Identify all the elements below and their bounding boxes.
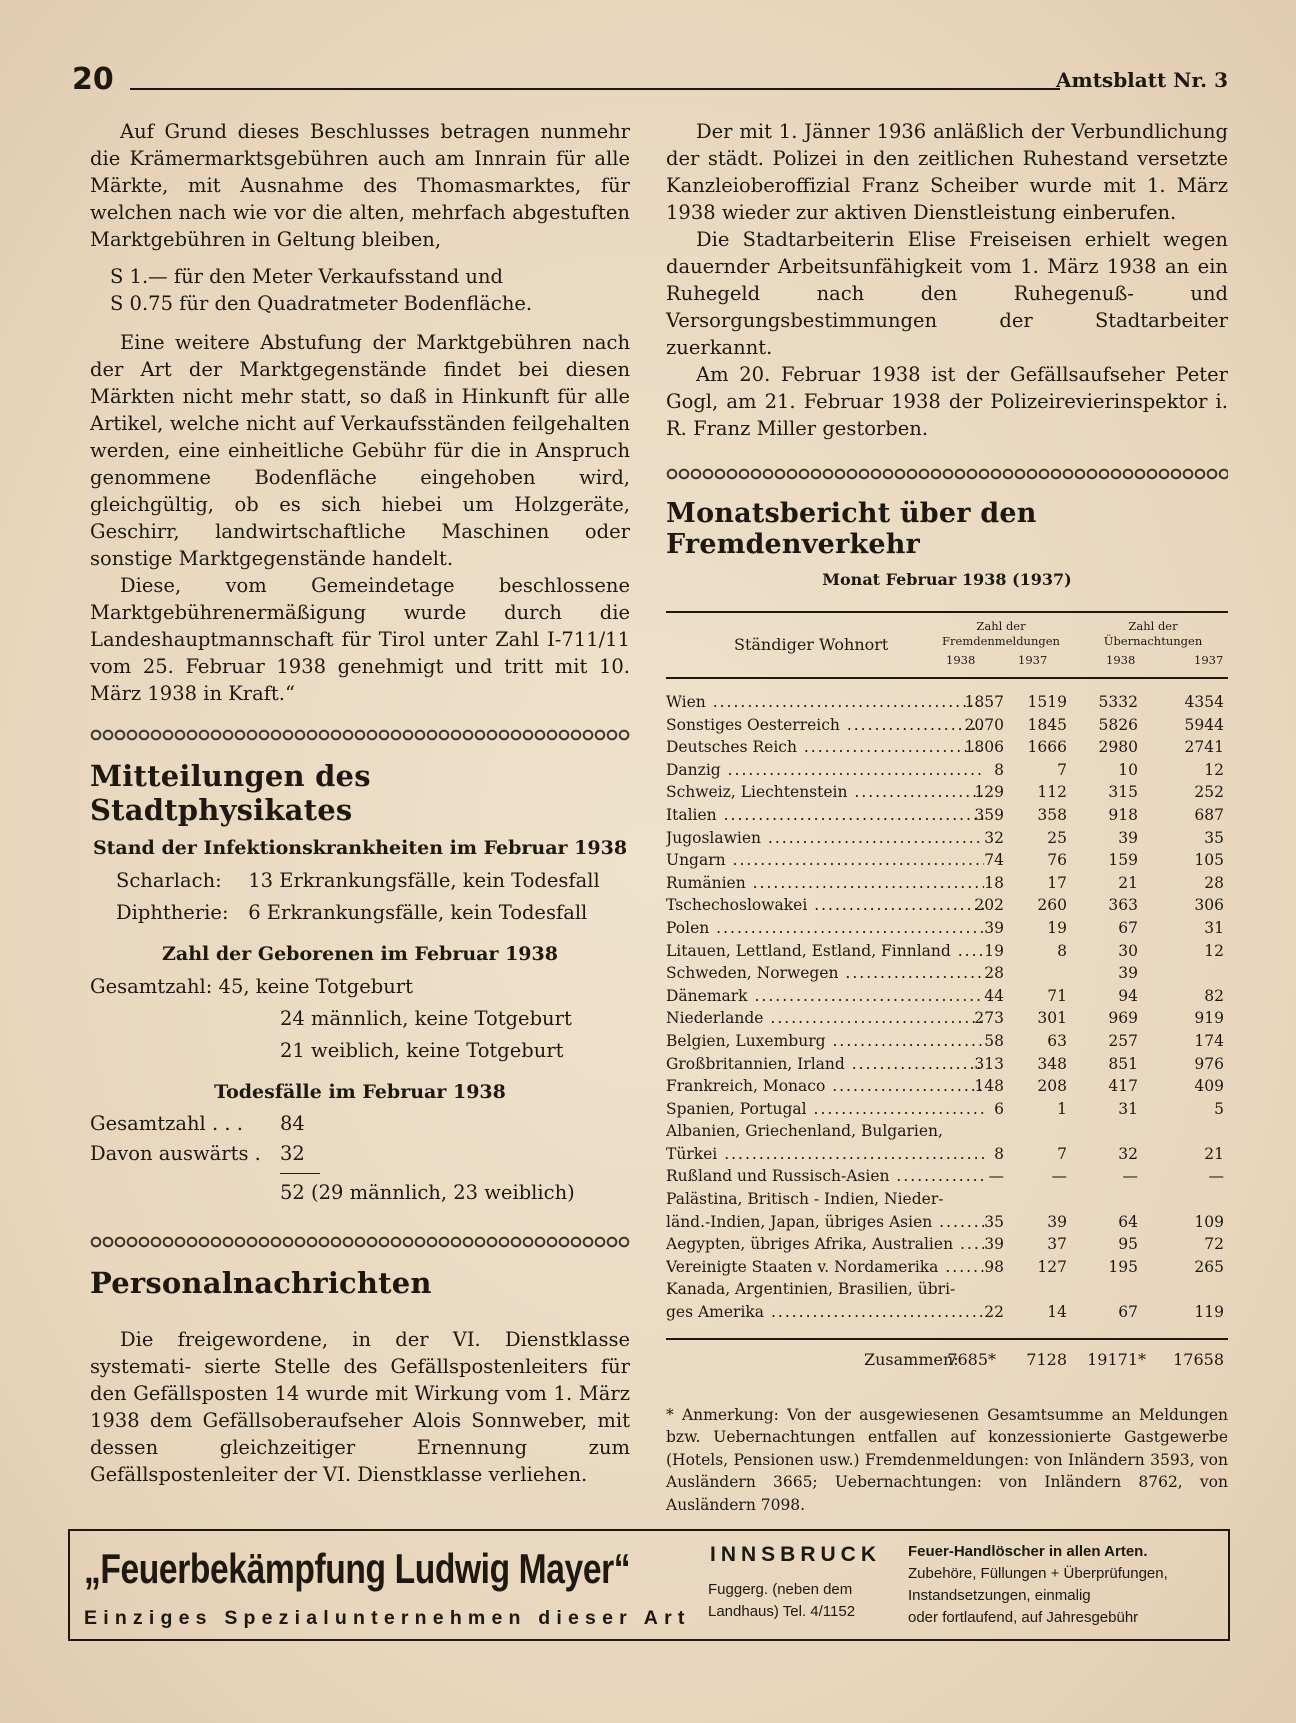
row-origin: Frankreich, Monaco .....	[666, 1075, 984, 1098]
page-header	[72, 62, 1228, 102]
row-value: 18	[984, 873, 1004, 892]
paragraph-2: Eine weitere Abstufung der Marktgebühren nach der Art der Marktgegenstände findet bei diesen Märkten nicht mehr statt, so daß in Hinkunft für alle Artikel, welche nicht auf Verkaufsständen feilgehalten werden, eine einheitliche Gebühr für die in Anspruch genommene Bodenfläche eingehoben wird, gleichgültig, ob es sich hiebei um Holzgeräte, Geschirr, landwirtschaftliche Maschinen oder sonstige Marktgegenstände handelt.	[90, 331, 630, 570]
fee-meter: S 1.— für den Meter Verkaufsstand und	[110, 265, 504, 288]
row-value: 82	[1204, 986, 1224, 1005]
row-value: —	[1122, 1167, 1138, 1186]
table-body	[666, 691, 1228, 1324]
row-value: 64	[1118, 1212, 1138, 1231]
table-row	[666, 1278, 1228, 1301]
row-value: 1806	[964, 738, 1004, 757]
total-value: 7685*	[947, 1349, 996, 1369]
row-value: 5944	[1184, 715, 1224, 734]
row-origin: Polen .....	[666, 917, 984, 940]
row-value: 6	[994, 1099, 1004, 1118]
row-value: 71	[1047, 986, 1067, 1005]
row-value: 21	[1204, 1144, 1224, 1163]
row-origin: Albanien, Griechenland, Bulgarien,	[666, 1122, 943, 1141]
row-value: 112	[1037, 783, 1067, 802]
table-row	[666, 1075, 1228, 1098]
publication-title: Amtsblatt Nr. 3	[1056, 68, 1228, 92]
row-origin: Spanien, Portugal .....	[666, 1098, 984, 1121]
row-value: 409	[1194, 1077, 1224, 1096]
row-origin: ges Amerika .....	[666, 1301, 984, 1324]
row-origin: Rumänien .....	[666, 872, 984, 895]
row-value: 7	[1057, 760, 1067, 779]
table-row	[666, 872, 1228, 895]
section-title-personal: Personalnachrichten	[90, 1266, 432, 1300]
row-value: 67	[1118, 1303, 1138, 1322]
row-value: 5332	[1098, 693, 1138, 711]
row-value: 127	[1037, 1257, 1067, 1276]
table-row	[666, 1256, 1228, 1279]
row-value: 1845	[1027, 715, 1067, 734]
row-value: 72	[1204, 1235, 1224, 1254]
table-row	[666, 1233, 1228, 1256]
row-value: 301	[1037, 1009, 1067, 1028]
year-header: 1938	[946, 653, 976, 667]
row-value: 28	[984, 964, 1004, 983]
row-value: 105	[1194, 851, 1224, 870]
section-title-physikat: Mitteilungen des Stadtphysikates	[90, 759, 371, 827]
table-row	[666, 1053, 1228, 1076]
infections-subtitle: Stand der Infektionskrankheiten im Februar 1938	[92, 837, 628, 859]
row-value: 22	[984, 1303, 1004, 1322]
row-value: 98	[984, 1257, 1004, 1276]
row-origin: Kanada, Argentinien, Brasilien, übri-	[666, 1280, 956, 1299]
ad-desc-line: Zubehöre, Füllungen + Überprüfungen, Instandsetzungen, einmalig	[908, 1565, 1168, 1604]
row-value: 35	[984, 1212, 1004, 1231]
row-value: —	[1208, 1167, 1224, 1186]
ad-desc-line: Feuer-Handlöscher in allen Arten.	[908, 1543, 1148, 1560]
row-origin: Dänemark .....	[666, 985, 984, 1008]
row-value: 1666	[1027, 738, 1067, 757]
row-value: 2741	[1184, 738, 1224, 757]
year-header: 1938	[1106, 653, 1136, 667]
table-row	[666, 1007, 1228, 1030]
table-row	[666, 1143, 1228, 1166]
row-value: 35	[1204, 828, 1224, 847]
table-row	[666, 1188, 1228, 1211]
deaths-out-label: Davon auswärts .	[90, 1142, 261, 1165]
table-row	[666, 759, 1228, 782]
report-subtitle: Monat Februar 1938 (1937)	[822, 570, 1072, 589]
row-value: 918	[1108, 805, 1138, 824]
births-block	[90, 971, 630, 1067]
row-value: 417	[1108, 1077, 1138, 1096]
disease-name: Diphtherie:	[116, 901, 229, 924]
row-value: 348	[1037, 1054, 1067, 1073]
row-value: 10	[1118, 760, 1138, 779]
row-value: 109	[1194, 1212, 1224, 1231]
advertisement	[68, 1529, 1230, 1641]
row-value: 257	[1108, 1031, 1138, 1050]
row-value: 63	[1047, 1031, 1067, 1050]
births-subtitle: Zahl der Geborenen im Februar 1938	[162, 943, 558, 965]
row-origin: Italien .....	[666, 804, 984, 827]
row-value: 17	[1047, 873, 1067, 892]
footnote: * Anmerkung: Von der ausgewiesenen Gesamtsumme an Meldungen bzw. Uebernachtungen entfallen auf konzessionierte Gastgewerbe (Hotels, Pensionen usw.) Fremdenmeldungen: von Inländern 3593, von Ausländern 3665; Uebernachtungen: von Inländern 8762, von Ausländern 7098.	[666, 1405, 1228, 1514]
row-value: 19	[984, 941, 1004, 960]
row-origin: Schweiz, Liechtenstein .....	[666, 781, 984, 804]
right-paragraph-3: Am 20. Februar 1938 ist der Gefällsaufseher Peter Gogl, am 21. Februar 1938 der Polizeirevierinspektor i. R. Franz Miller gestorben.	[666, 363, 1228, 440]
row-value: 195	[1108, 1257, 1138, 1276]
row-value: 95	[1118, 1235, 1138, 1254]
row-value: 2070	[964, 715, 1004, 734]
row-value: 306	[1194, 896, 1224, 915]
header-rule	[130, 88, 1060, 90]
row-value: 851	[1108, 1054, 1138, 1073]
row-value: 67	[1118, 918, 1138, 937]
disease-row	[116, 897, 630, 929]
row-value: 8	[1057, 941, 1067, 960]
row-value: 39	[1047, 1212, 1067, 1231]
row-value: 265	[1194, 1257, 1224, 1276]
total-value: 19171*	[1087, 1349, 1146, 1369]
deaths-total-value: 84	[280, 1112, 305, 1135]
row-value: 58	[984, 1031, 1004, 1050]
row-value: —	[988, 1167, 1004, 1186]
table-row	[666, 849, 1228, 872]
table-row	[666, 917, 1228, 940]
table-row	[666, 1098, 1228, 1121]
row-value: 7	[1057, 1144, 1067, 1163]
total-value: 7128	[1026, 1349, 1067, 1369]
row-value: 94	[1118, 986, 1138, 1005]
row-value: 5826	[1098, 715, 1138, 734]
right-paragraph-2: Die Stadtarbeiterin Elise Freiseisen erhielt wegen dauernder Arbeitsunfähigkeit vom 1. März 1938 an ein Ruhegeld nach den Ruhegenuß- und Versorgungsbestimmungen der Stadtarbeiter zuerkannt.	[666, 228, 1228, 359]
page-number: 20	[72, 62, 114, 97]
table-group-arrivals: Zahl der Fremdenmeldungen	[942, 619, 1060, 648]
row-value: —	[1051, 1167, 1067, 1186]
paragraph-3: Diese, vom Gemeindetage beschlossene Marktgebührenermäßigung wurde durch die Landeshauptmannschaft für Tirol unter Zahl I-711/11 vom 25. Februar 1938 genehmigt und tritt mit 10. März 1938 in Kraft.“	[90, 574, 630, 705]
report-title: Monatsbericht über den Fremdenverkehr	[666, 498, 1037, 560]
row-origin: länd.-Indien, Japan, übriges Asien .....	[666, 1211, 984, 1234]
total-value: 17658	[1173, 1349, 1224, 1369]
row-origin: Sonstiges Oesterreich .....	[666, 714, 984, 737]
ad-tagline: Einziges Spezialunternehmen dieser Art	[84, 1607, 691, 1629]
table-row	[666, 985, 1228, 1008]
row-value: 358	[1037, 805, 1067, 824]
row-value: 208	[1037, 1077, 1067, 1096]
row-value: 148	[974, 1077, 1004, 1096]
ad-address: Fuggerg. (neben dem Landhaus) Tel. 4/1152	[708, 1581, 856, 1620]
table-total-row	[666, 1338, 1228, 1376]
row-value: 8	[994, 1144, 1004, 1163]
row-value: 39	[1118, 828, 1138, 847]
row-origin: Rußland und Russisch-Asien .....	[666, 1165, 984, 1188]
deaths-block	[90, 1109, 630, 1208]
row-value: 976	[1194, 1054, 1224, 1073]
section-divider	[666, 468, 1228, 480]
row-value: 31	[1204, 918, 1224, 937]
right-paragraph-1: Der mit 1. Jänner 1936 anläßlich der Verbundlichung der städt. Polizei in den zeitlichen Ruhestand versetzte Kanzleioberoffizial Franz Scheiber wurde mit 1. März 1938 wieder zur aktiven Dienstleistung einberufen.	[666, 120, 1228, 224]
row-value: 21	[1118, 873, 1138, 892]
row-value: 8	[994, 760, 1004, 779]
section-divider	[90, 729, 630, 741]
row-value: 359	[974, 805, 1004, 824]
births-male: 24 männlich, keine Totgeburt	[280, 1007, 572, 1030]
ad-desc-line: oder fortlaufend, auf Jahresgebühr	[908, 1609, 1139, 1626]
table-row	[666, 940, 1228, 963]
disease-count: 6 Erkrankungsfälle, kein Todesfall	[248, 901, 588, 924]
row-value: 32	[1118, 1144, 1138, 1163]
left-column	[90, 118, 630, 1488]
table-row	[666, 1030, 1228, 1053]
row-value: 252	[1194, 783, 1224, 802]
ad-company-name: „Feuerbekämpfung Ludwig Mayer“	[84, 1545, 631, 1592]
row-value: 12	[1204, 941, 1224, 960]
table-row	[666, 1301, 1228, 1324]
row-value: 39	[1118, 964, 1138, 983]
row-value: 28	[1204, 873, 1224, 892]
row-value: 19	[1047, 918, 1067, 937]
row-value: 30	[1118, 941, 1138, 960]
deaths-out-value: 32	[280, 1142, 305, 1165]
year-header: 1937	[1194, 653, 1224, 667]
deaths-sum: 52 (29 männlich, 23 weiblich)	[280, 1181, 575, 1204]
row-value: 5	[1214, 1099, 1224, 1118]
row-origin: Wien .....	[666, 691, 984, 714]
row-origin: Niederlande .....	[666, 1007, 984, 1030]
row-origin: Palästina, Britisch - Indien, Nieder-	[666, 1190, 944, 1209]
row-value: 12	[1204, 760, 1224, 779]
intro-paragraph: Auf Grund dieses Beschlusses betragen nunmehr die Krämermarktsgebühren auch am Innrain für alle Märkte, mit Ausnahme des Thomasmarktes, für welchen nach wie vor die alten, mehrfach abgestuften Marktgebühren in Geltung bleiben,	[90, 120, 630, 251]
year-header: 1937	[1018, 653, 1048, 667]
deaths-out-row	[90, 1139, 630, 1169]
row-value: 14	[1047, 1303, 1067, 1322]
row-value: 76	[1047, 851, 1067, 870]
disease-row	[116, 865, 630, 897]
table-row	[666, 736, 1228, 759]
row-value: 39	[984, 1235, 1004, 1254]
table-row	[666, 1165, 1228, 1188]
births-female: 21 weiblich, keine Totgeburt	[280, 1039, 564, 1062]
disease-name: Scharlach:	[116, 869, 222, 892]
row-value: 1519	[1027, 693, 1067, 711]
ad-description	[908, 1541, 1218, 1629]
total-label: Zusammen:	[864, 1349, 959, 1369]
row-origin: Litauen, Lettland, Estland, Finnland .....	[666, 940, 984, 963]
row-origin: Tschechoslowakei .....	[666, 894, 984, 917]
row-value: 159	[1108, 851, 1138, 870]
table-row	[666, 714, 1228, 737]
row-value: 2980	[1098, 738, 1138, 757]
row-origin: Schweden, Norwegen .....	[666, 962, 984, 985]
table-col-label: Ständiger Wohnort	[734, 635, 889, 654]
row-value: 74	[984, 851, 1004, 870]
right-column	[666, 118, 1228, 1516]
deaths-total-row	[90, 1109, 630, 1139]
row-value: 969	[1108, 1009, 1138, 1028]
row-origin: Jugoslawien .....	[666, 827, 984, 850]
table-row	[666, 804, 1228, 827]
row-origin: Großbritannien, Irland .....	[666, 1053, 984, 1076]
deaths-total-label: Gesamtzahl . . .	[90, 1112, 243, 1135]
row-value: 260	[1037, 896, 1067, 915]
row-origin: Aegypten, übriges Afrika, Australien .....	[666, 1233, 984, 1256]
table-row	[666, 894, 1228, 917]
births-total: Gesamtzahl: 45, keine Totgeburt	[90, 975, 413, 998]
row-value: 31	[1118, 1099, 1138, 1118]
deaths-subtitle: Todesfälle im Februar 1938	[214, 1081, 506, 1103]
table-row	[666, 1211, 1228, 1234]
row-value: 313	[974, 1054, 1004, 1073]
table-row	[666, 827, 1228, 850]
row-value: 39	[984, 918, 1004, 937]
row-value: 4354	[1184, 693, 1224, 711]
row-value: 174	[1194, 1031, 1224, 1050]
ad-city: INNSBRUCK	[710, 1543, 881, 1566]
fee-square-meter: S 0.75 für den Quadratmeter Bodenfläche.	[110, 292, 533, 315]
row-value: 25	[1047, 828, 1067, 847]
table-row	[666, 781, 1228, 804]
row-value: 37	[1047, 1235, 1067, 1254]
row-value: 363	[1108, 896, 1138, 915]
row-origin: Ungarn .....	[666, 849, 984, 872]
row-origin: Deutsches Reich .....	[666, 736, 984, 759]
row-value: 1	[1057, 1099, 1067, 1118]
sum-rule	[280, 1173, 320, 1174]
row-value: 32	[984, 828, 1004, 847]
row-value: 315	[1108, 783, 1138, 802]
table-group-overnights: Zahl der Übernachtungen	[1103, 619, 1203, 648]
disease-count: 13 Erkrankungsfälle, kein Todesfall	[248, 869, 600, 892]
row-value: 202	[974, 896, 1004, 915]
row-origin: Türkei .....	[666, 1143, 984, 1166]
row-value: 119	[1194, 1303, 1224, 1322]
section-divider	[90, 1236, 630, 1248]
row-origin: Vereinigte Staaten v. Nordamerika .....	[666, 1256, 984, 1279]
row-value: 44	[984, 986, 1004, 1005]
row-value: 687	[1194, 805, 1224, 824]
row-value: 273	[974, 1009, 1004, 1028]
table-row	[666, 962, 1228, 985]
table-row	[666, 1120, 1228, 1143]
row-value: 129	[974, 783, 1004, 802]
row-origin: Danzig .....	[666, 759, 984, 782]
row-origin: Belgien, Luxemburg .....	[666, 1030, 984, 1053]
row-value: 1857	[964, 693, 1004, 711]
row-value: 919	[1194, 1009, 1224, 1028]
table-header	[666, 611, 1228, 679]
table-row	[666, 691, 1228, 714]
personal-paragraph: Die freigewordene, in der VI. Dienstklasse systemati- sierte Stelle des Gefällspostenleiters für den Gefällsposten 14 wurde mit Wirkung vom 1. März 1938 dem Gefällsoberaufseher Alois Sonnweber, mit dessen gleichzeitiger Ernennung zum Gefällspostenleiter der VI. Dienstklasse verliehen.	[90, 1328, 630, 1486]
